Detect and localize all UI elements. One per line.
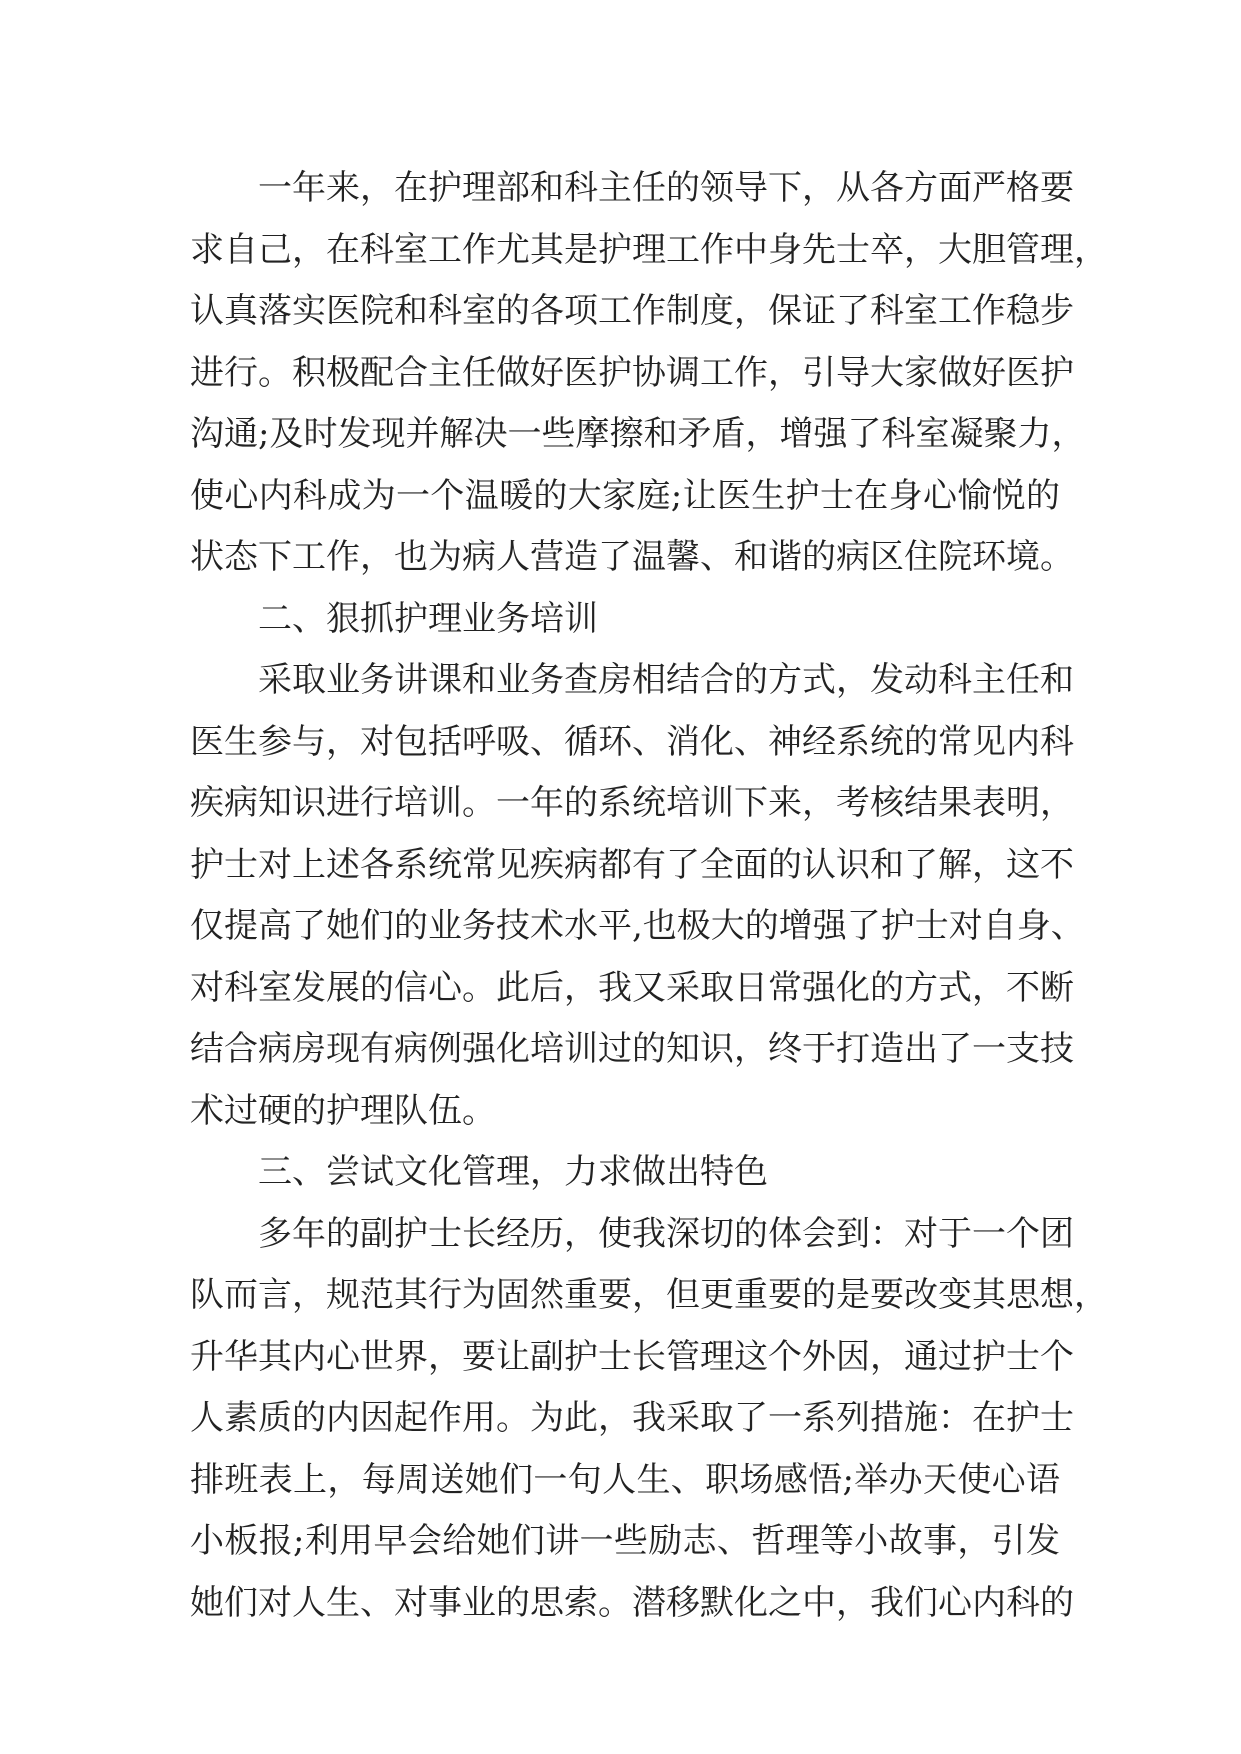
paragraph-line: 护士对上述各系统常见疾病都有了全面的认识和了解，这不 [190,844,1074,885]
section-heading-3: 三、尝试文化管理，力求做出特色 [258,1152,768,1192]
paragraph-line: 升华其内心世界，要让副护士长管理这个外因，通过护士个 [190,1336,1074,1377]
document-body [190,158,1108,1634]
paragraph-line: 医生参与，对包括呼吸、循环、消化、神经系统的常见内科 [190,721,1074,762]
paragraph-line: 一年来，在护理部和科主任的领导下，从各方面严格要 [258,168,1074,208]
paragraph-line: 进行。积极配合主任做好医护协调工作，引导大家做好医护 [190,352,1074,393]
paragraph-line: 小板报;利用早会给她们讲一些励志、哲理等小故事，引发 [190,1521,1061,1561]
section-heading-2: 二、狠抓护理业务培训 [258,598,598,639]
paragraph-line: 多年的副护士长经历，使我深切的体会到：对于一个团 [258,1213,1074,1254]
paragraph-line: 沟通;及时发现并解决一些摩擦和矛盾，增强了科室凝聚力， [190,414,1086,454]
paragraph-line: 队而言，规范其行为固然重要，但更重要的是要改变其思想， [190,1275,1108,1315]
paragraph-line: 疾病知识进行培训。一年的系统培训下来，考核结果表明， [190,783,1074,823]
paragraph-line: 求自己，在科室工作尤其是护理工作中身先士卒，大胆管理， [190,229,1108,270]
paragraph-line: 对科室发展的信心。此后，我又采取日常强化的方式，不断 [190,967,1074,1008]
paragraph-2 [190,650,1085,1142]
paragraph-line: 采取业务讲课和业务查房相结合的方式，发动科主任和 [258,660,1074,700]
paragraph-line: 她们对人生、对事业的思索。潜移默化之中，我们心内科的 [190,1582,1074,1623]
paragraph-line: 排班表上，每周送她们一句人生、职场感悟;举办天使心语 [190,1459,1061,1500]
paragraph-line: 状态下工作，也为病人营造了温馨、和谐的病区住院环境。 [190,537,1074,577]
paragraph-line: 使心内科成为一个温暖的大家庭;让医生护士在身心愉悦的 [190,475,1061,516]
paragraph-3 [190,1204,1108,1635]
paragraph-line: 结合病房现有病例强化培训过的知识，终于打造出了一支技 [190,1029,1074,1069]
paragraph-line: 认真落实医院和科室的各项工作制度，保证了科室工作稳步 [190,291,1074,331]
paragraph-line: 术过硬的护理队伍。 [190,1090,496,1131]
paragraph-line: 仅提高了她们的业务技术水平,也极大的增强了护士对自身、 [190,906,1085,946]
paragraph-1 [190,158,1108,589]
paragraph-line: 人素质的内因起作用。为此，我采取了一系列措施：在护士 [190,1398,1074,1438]
